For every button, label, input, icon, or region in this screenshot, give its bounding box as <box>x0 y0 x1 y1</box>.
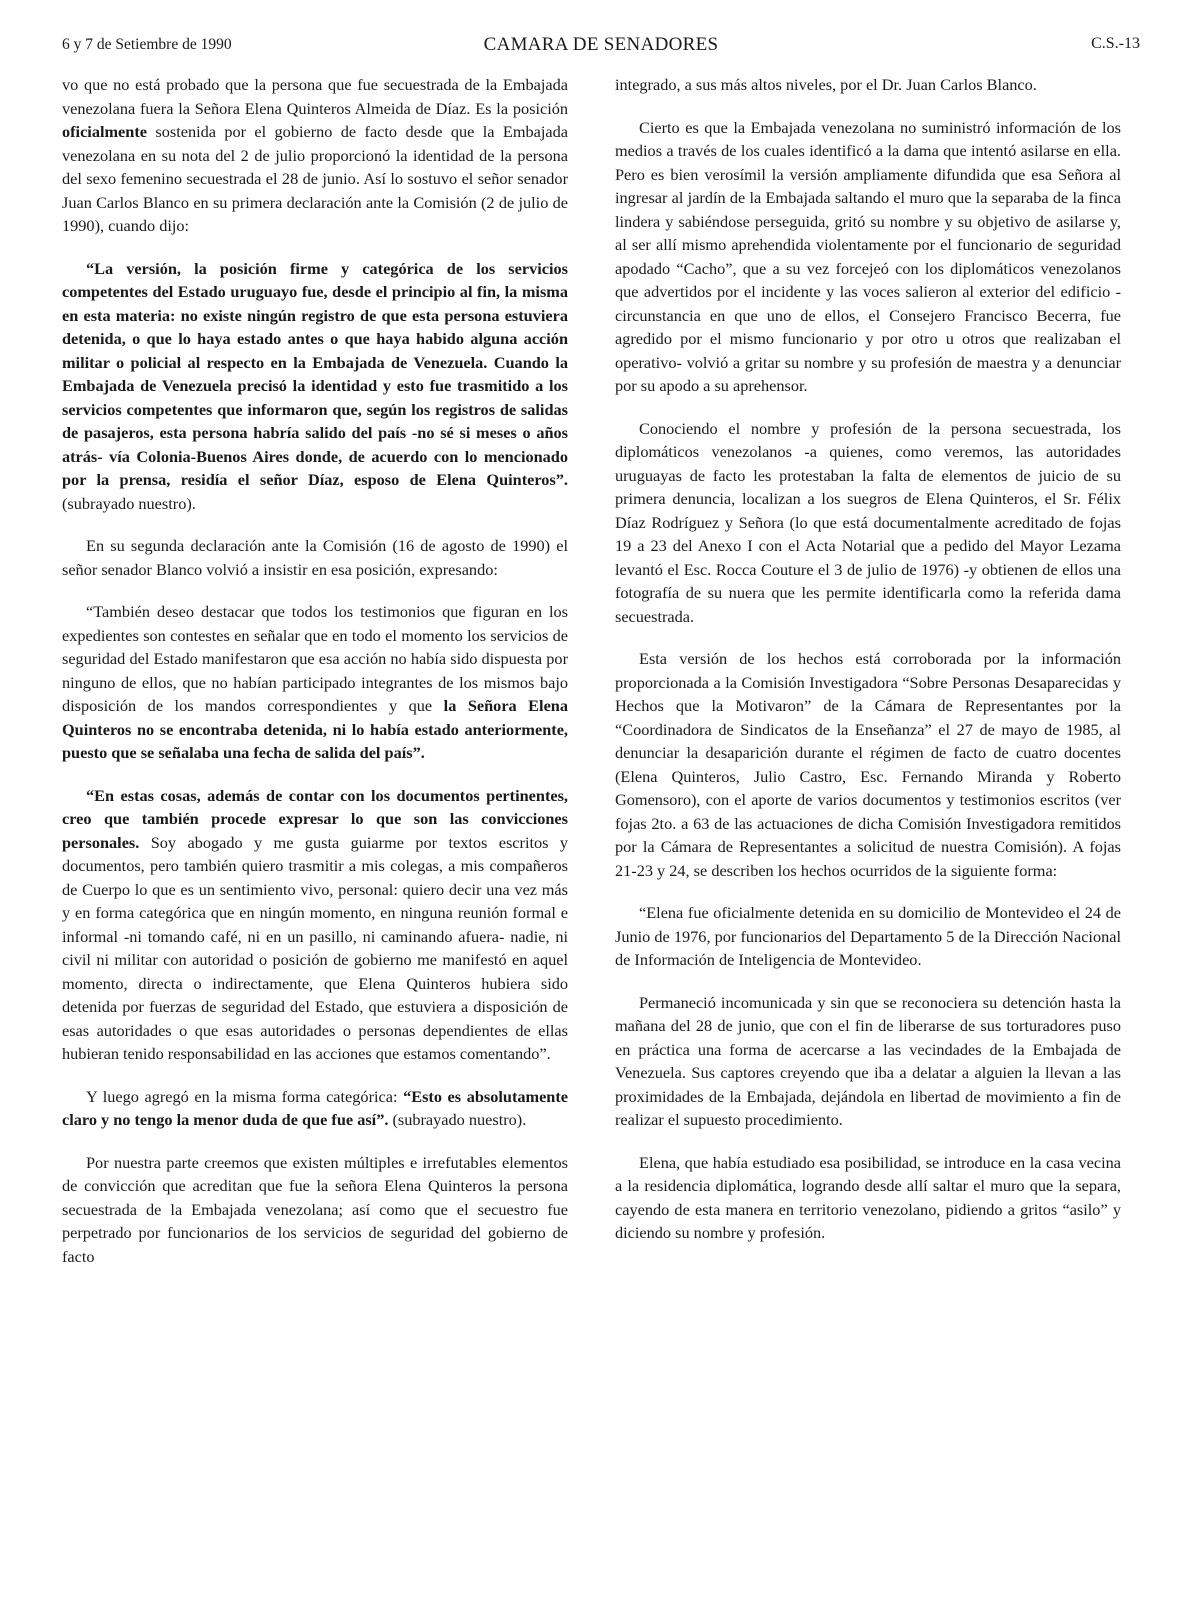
paragraph: Esta versión de los hechos está corroborada por la información proporcionada a la Comisión Investigadora “Sobre Personas Desaparecidas y Hechos que la Motivaron” de la Cámara de Representantes por la “Coordinadora de Sindicatos de la Enseñanza” el 27 de mayo de 1985, al denunciar la desaparición durante el régimen de facto de cuatro docentes (Elena Quinteros, Julio Castro, Esc. Fernando Miranda y Roberto Gomensoro), con el aporte de varios documentos y testimonios escritos (ver fojas 2to. a 63 de las actuaciones de dicha Comisión Investigadora remitidos por la Cámara de Representantes a solicitud de nuestra Comisión). A fojas 21-23 y 24, se describen los hechos ocurridos de la siguiente forma: <box>615 649 1121 880</box>
paragraph <box>62 1085 568 1132</box>
bold-text: “En estas cosas, además de contar con los documentos pertinentes, creo que también procede expresar lo que son las convicciones personales. <box>62 785 568 852</box>
quote-paragraph: Permaneció incomunicada y sin que se reconociera su detención hasta la mañana del 28 de junio, que con el fin de liberarse de sus torturadores puso en práctica una forma de acercarse a las vecindades de la Embajada de Venezuela. Sus captores creyendo que iba a delatar a alguien la llevan a las proximidades de la Embajada, dejándola en libertad de movimiento a fin de realizar el supuesto procedimiento. <box>615 992 1121 1129</box>
bold-text: “La versión, la posición firme y categórica de los servicios competentes del Estado uruguayo fue, desde el principio al fin, la misma en esta materia: no existe ningún registro de que esta persona estuviera detenida, o que lo haya estado antes o que haya habido alguna acción militar o policial al respecto en la Embajada de Venezuela. Cuando la Embajada de Venezuela precisó la identidad y esto fue trasmitido a los servicios competentes que informaron que, según los registros de salidas de pasajeros, esta persona habría salido del país -no sé si meses o años atrás- vía Colonia-Buenos Aires donde, de acuerdo con lo mencionado por la prensa, residía el señor Díaz, esposo de Elena Quinteros”. <box>62 258 568 489</box>
quote-paragraph: Elena, que había estudiado esa posibilidad, se introduce en la casa vecina a la residencia diplomática, logrando desde allí saltar el muro que la separa, cayendo de esta manera en territorio venezolano, pidiendo a gritos “asilo” y diciendo su nombre y profesión. <box>615 1152 1121 1242</box>
paragraph-text: “También deseo destacar que todos los testimonios que figuran en los expedientes son contestes en señalar que en todo el momento los servicios de seguridad del Estado manifestaron que esa acción no había sido dispuesta por ninguno de ellos, que no habían participado integrantes de los mismos bajo disposición de los mandos correspondientes y que <box>62 602 568 715</box>
quote-paragraph <box>62 784 568 1066</box>
quote-paragraph: “Elena fue oficialmente detenida en su domicilio de Montevideo el 24 de Junio de 1976, por funcionarios del Departamento 5 de la Dirección Nacional de Información de Inteligencia de Montevideo. <box>615 903 1121 969</box>
paragraph: Conociendo el nombre y profesión de la persona secuestrada, los diplomáticos venezolanos -a quienes, como veremos, las autoridades uruguayas de facto les protestaban la falta de elementos de juicio de su primera denuncia, localizan a los suegros de Elena Quinteros, el Sr. Félix Díaz Rodríguez y Señora (lo que está documentalmente acreditado de fojas 19 a 23 del Anexo I con el Acta Notarial que a pedido del Mayor Lezama levantó el Esc. Rocca Couture el 3 de julio de 1976) -y obtienen de ellos una fotografía de su nuera que les permite identificarla como la referida dama secuestrada. <box>615 418 1121 626</box>
paragraph: integrado, a sus más altos niveles, por el Dr. Juan Carlos Blanco. <box>615 75 1037 94</box>
quote-paragraph <box>62 600 568 765</box>
left-column <box>62 73 568 1287</box>
bold-text: oficialmente <box>62 122 147 141</box>
paragraph-text: Soy abogado y me gusta guiarme por textos escritos y documentos, pero también quiero trasmitir a mis colegas, a mis compañeros de Cuerpo lo que es un sentimiento vivo, personal: quiero decir una vez más y en forma categórica que en ningún momento, en ninguna reunión formal e informal -ni tomando café, ni en un pasillo, ni caminando afuera- nadie, ni civil ni militar con autoridad o posición de gobierno me manifestó en aquel momento, directa o indirectamente, que Elena Quinteros hubiera sido detenida por fuerzas de seguridad del Estado, que estuviera a disposición de esas autoridades o que esas autoridades o personas dependientes de ellas hubieran tenido responsabilidad en las acciones que estamos comentando”. <box>62 832 568 1063</box>
right-column <box>615 73 1121 1264</box>
header-chamber: CAMARA DE SENADORES <box>483 34 719 55</box>
paragraph-text: (subrayado nuestro). <box>388 1110 527 1129</box>
paragraph-text: (subrayado nuestro). <box>62 493 196 513</box>
paragraph: En su segunda declaración ante la Comisión (16 de agosto de 1990) el señor senador Blanco volvió a insistir en esa posición, expresando: <box>62 536 568 579</box>
paragraph: Por nuestra parte creemos que existen múltiples e irrefutables elementos de convicción que acreditan que fue la señora Elena Quinteros la persona secuestrada de la Embajada venezolana; así como que el secuestro fue perpetrado por funcionarios de los servicios de seguridad del gobierno de facto <box>62 1152 568 1266</box>
bold-text: la Señora Elena Quinteros no se encontraba detenida, ni lo había estado anteriormente, puesto que se señalaba una fecha de salida del país”. <box>62 696 568 762</box>
paragraph-text: sostenida por el gobierno de facto desde que la Embajada venezolana en su nota del 2 de julio proporcionó la identidad de la persona del sexo femenino secuestrada el 28 de junio. Así lo sostuvo el señor senador Juan Carlos Blanco en su primera declaración ante la Comisión (2 de julio de 1990), cuando dijo: <box>62 122 568 235</box>
paragraph <box>62 73 568 238</box>
paragraph-text: vo que no está probado que la persona que fue secuestrada de la Embajada venezolana fuera la Señora Elena Quinteros Almeida de Díaz. Es la posición <box>62 75 568 118</box>
header-date: 6 y 7 de Setiembre de 1990 <box>62 36 232 53</box>
page-header <box>62 34 1140 58</box>
header-page-ref: C.S.-13 <box>1091 35 1140 52</box>
paragraph: Cierto es que la Embajada venezolana no suministró información de los medios a través de los cuales identificó a la dama que intentó asilarse en ella. Pero es bien verosímil la versión ampliamente difundida que esa Señora al ingresar al jardín de la Embajada saltando el muro que la separaba de la finca lindera y sabiéndose perseguida, gritó su nombre y su objetivo de asilarse y, al ser allí mismo aprehendida violentamente por el funcionario de seguridad apodado “Cacho”, que a su vez forcejeó con los diplomáticos venezolanos que advertidos por el incidente y las voces salieron al exterior del edificio -circunstancia en que uno de ellos, el Consejero Francisco Becerra, fue agredido por el mismo funcionario y por otro u otros que realizaban el operativo- volvió a gritar su nombre y su profesión de maestra y a denunciar por su apodo a su aprehensor. <box>615 117 1121 395</box>
quote-paragraph <box>62 257 568 516</box>
paragraph-text: Y luego agregó en la misma forma categórica: <box>86 1086 404 1106</box>
bold-text: “Esto es absolutamente claro y no tengo la menor duda de que fue así”. <box>62 1086 569 1129</box>
